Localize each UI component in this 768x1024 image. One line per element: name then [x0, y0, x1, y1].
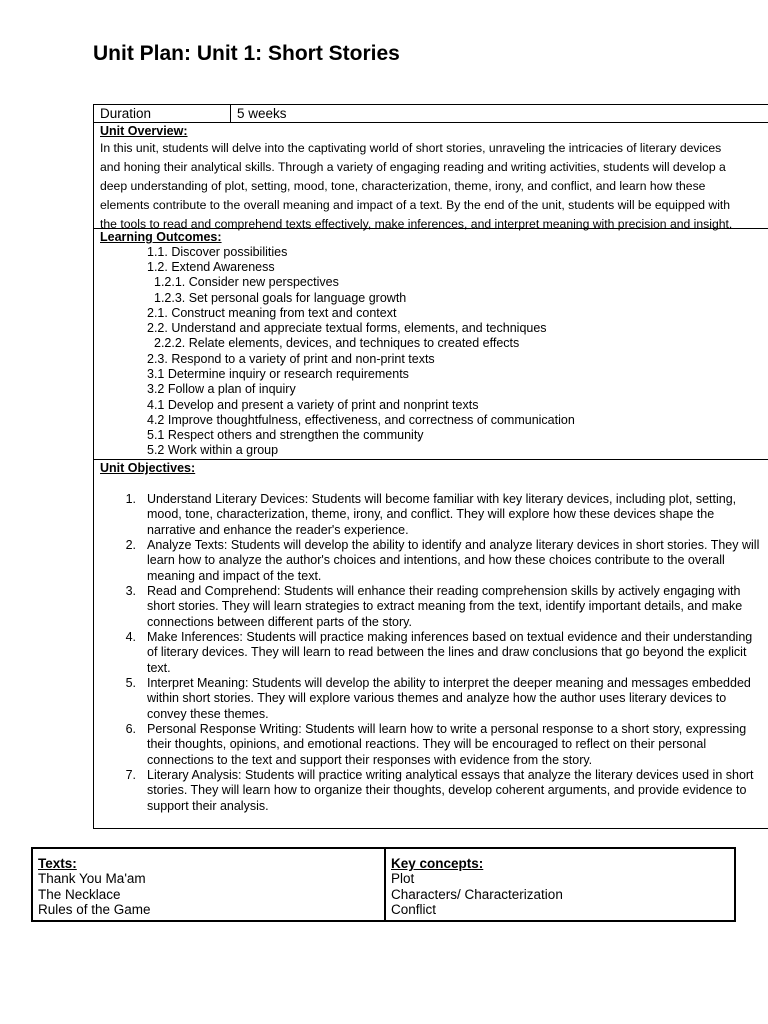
- outcome-item: 2.3. Respond to a variety of print and non-print texts: [147, 352, 435, 366]
- outcome-item: 2.2.2. Relate elements, devices, and techniques to created effects: [154, 336, 520, 350]
- outcome-item: 2.1. Construct meaning from text and context: [147, 306, 397, 320]
- texts-heading: Texts:: [38, 856, 77, 871]
- objective-line: short stories. They will learn strategies to extract meaning from the text, identify important details, and make: [147, 599, 743, 614]
- text-item: The Necklace: [38, 886, 121, 902]
- outcome-item: 1.2. Extend Awareness: [147, 260, 275, 274]
- key-concepts-heading: Key concepts:: [391, 856, 484, 871]
- objective-line: meaning and impact of the text.: [147, 568, 322, 583]
- objective-line: narrative and enhance the reader's experience.: [147, 522, 409, 537]
- text-item: Thank You Ma'am: [38, 871, 146, 887]
- outcome-item: 5.1 Respect others and strengthen the community: [147, 428, 424, 442]
- overview-line: deep understanding of plot, setting, mood, tone, characterization, theme, irony, and conflict, and learn how these: [100, 178, 706, 193]
- outcome-item: 3.1 Determine inquiry or research requirements: [147, 367, 409, 381]
- outcome-item: 1.2.3. Set personal goals for language growth: [154, 291, 407, 305]
- learning-outcomes-section: [94, 229, 768, 460]
- objective-line: Make Inferences: Students will practice making inferences based on textual evidence and their understanding: [147, 630, 753, 644]
- unit-objectives-section: [94, 460, 768, 830]
- unit-objectives-heading: Unit Objectives:: [100, 461, 196, 475]
- objective-line: stories. They will learn how to organize their thoughts, develop coherent arguments, and provide evidence to: [147, 783, 747, 798]
- objective-line: their thoughts, opinions, and emotional reactions. They will be encouraged to reflect on their personal: [147, 737, 707, 752]
- overview-line: the tools to read and comprehend texts effectively, make inferences, and interpret meaning with precision and insight.: [100, 216, 733, 231]
- objective-number: 5.: [125, 676, 136, 690]
- outcome-item: 1.2.1. Consider new perspectives: [154, 275, 339, 289]
- objective-line: connections to the text and support their responses with evidence from the story.: [147, 752, 593, 767]
- duration-value: 5 weeks: [237, 106, 287, 121]
- objective-number: 3.: [125, 584, 136, 598]
- unit-plan-table: [93, 104, 768, 829]
- unit-overview-heading: Unit Overview:: [100, 124, 188, 138]
- concept-item: Conflict: [391, 901, 437, 917]
- outcome-item: 2.2. Understand and appreciate textual forms, elements, and techniques: [147, 321, 547, 335]
- objective-line: Personal Response Writing: Students will learn how to write a personal response to a short story, expressing: [147, 722, 747, 736]
- objective-number: 7.: [125, 768, 136, 782]
- objective-line: text.: [147, 660, 171, 675]
- unit-overview-section: [94, 123, 768, 229]
- objective-number: 2.: [125, 538, 136, 552]
- duration-cell-divider: [230, 105, 231, 122]
- objective-line: within short stories. They will explore various themes and analyze how the author uses literary devices to: [147, 691, 727, 706]
- objective-line: Read and Comprehend: Students will enhance their reading comprehension skills by actively engaging with: [147, 584, 741, 598]
- objective-line: Literary Analysis: Students will practice writing analytical essays that analyze the literary devices used in short: [147, 768, 754, 782]
- texts-concepts-table: [31, 847, 736, 922]
- objective-line: learn how to analyze the author's choices and intentions, and how these choices contribute to the overall: [147, 553, 725, 568]
- outcome-item: 5.2 Work within a group: [147, 443, 279, 457]
- outcome-item: 4.2 Improve thoughtfulness, effectiveness, and correctness of communication: [147, 413, 575, 427]
- overview-line: elements contribute to the overall meaning and impact of a text. By the end of the unit, students will be equipped with: [100, 197, 731, 212]
- objective-number: 6.: [125, 722, 136, 736]
- key-concepts-cell: [391, 856, 563, 917]
- objective-line: support their analysis.: [147, 798, 269, 813]
- overview-line: and honing their analytical skills. Through a variety of engaging reading and writing activities, students will develop a: [100, 159, 726, 174]
- outcome-item: 3.2 Follow a plan of inquiry: [147, 382, 296, 396]
- objective-line: connections between different parts of the story.: [147, 614, 412, 629]
- cell-divider: [384, 849, 386, 920]
- texts-cell: [38, 856, 151, 917]
- outcome-item: 4.1 Develop and present a variety of print and nonprint texts: [147, 398, 479, 412]
- objective-line: of literary devices. They will learn to read between the lines and draw conclusions that go beyond the explicit: [147, 645, 747, 660]
- unit-overview-text: [100, 139, 768, 234]
- objective-line: Interpret Meaning: Students will develop the ability to interpret the deeper meaning and messages embedded: [147, 676, 751, 690]
- objective-number: 4.: [125, 630, 136, 644]
- page-title: Unit Plan: Unit 1: Short Stories: [93, 42, 400, 65]
- outcome-item: 1.1. Discover possibilities: [147, 245, 288, 259]
- concept-item: Plot: [391, 871, 415, 887]
- learning-outcomes-heading: Learning Outcomes:: [100, 230, 222, 244]
- objective-line: convey these themes.: [147, 706, 269, 721]
- duration-row: [94, 105, 768, 123]
- concept-item: Characters/ Characterization: [391, 886, 563, 902]
- duration-label: Duration: [100, 106, 152, 121]
- objective-line: Understand Literary Devices: Students will become familiar with key literary devices, including plot, setting,: [147, 492, 737, 506]
- text-item: Rules of the Game: [38, 901, 151, 917]
- objective-number: 1.: [125, 492, 136, 506]
- objective-line: Analyze Texts: Students will develop the ability to identify and analyze literary devices in short stories. They will: [147, 538, 760, 552]
- overview-line: In this unit, students will delve into the captivating world of short stories, unraveling the intricacies of literary devices: [100, 141, 722, 155]
- objective-line: mood, tone, characterization, theme, irony, and conflict. They will explore how these devices shape the: [147, 507, 715, 522]
